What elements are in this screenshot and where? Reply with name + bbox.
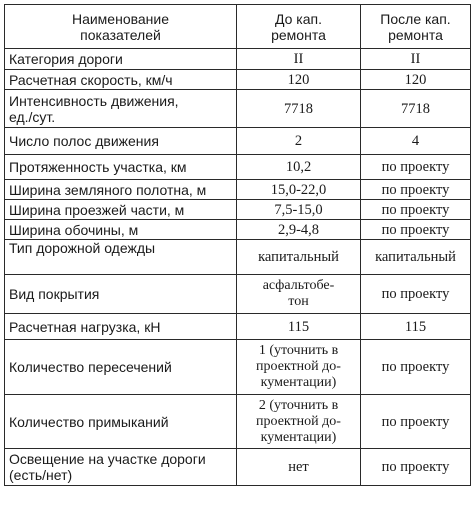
traffic-intensity-name-text: ед./сут. [9, 108, 56, 125]
pavement-type-after-value-cell [361, 240, 471, 275]
traffic-intensity-name-cell [5, 90, 237, 128]
carriageway-width-after-value-text: по проекту [381, 201, 450, 218]
surface-type-name-text: Вид покрытия [9, 286, 100, 302]
header-before-repair-line1: До кап. [274, 10, 322, 27]
design-speed-before-value-cell [237, 70, 361, 90]
intersections-count-name-text: Количество пересечений [9, 359, 172, 375]
subgrade-width-name-cell [5, 180, 237, 200]
intersections-count-after-value-cell [361, 340, 471, 395]
road-category-after-value-cell [361, 49, 471, 70]
lane-count-after-value-text: 4 [411, 133, 420, 149]
table-row-lane-count [5, 128, 471, 155]
junctions-count-before-value-text: кументации) [260, 429, 337, 445]
road-lighting-before-value-text: нет [288, 459, 309, 475]
table-header [5, 5, 471, 49]
road-lighting-name-text: Освещение на участке дороги [9, 451, 206, 467]
junctions-count-name-text: Количество примыканий [9, 413, 169, 430]
shoulder-width-name-cell [5, 220, 237, 240]
design-speed-before-value-text: 120 [287, 71, 310, 88]
traffic-intensity-after-value-cell [361, 90, 471, 128]
table-row-intersections-count [5, 340, 471, 395]
table-row-surface-type [5, 275, 471, 314]
carriageway-width-name-cell [5, 200, 237, 220]
subgrade-width-after-value-text: по проекту [381, 181, 450, 198]
junctions-count-before-value-text: 2 (уточнить в [258, 397, 339, 413]
section-length-before-value-cell [237, 155, 361, 180]
road-category-after-value-text: II [410, 51, 421, 67]
shoulder-width-after-value-cell [361, 220, 471, 240]
section-length-name-text: Протяженность участка, км [9, 159, 187, 175]
header-indicator-name [5, 5, 237, 49]
surface-type-after-value-text: по проекту [381, 286, 450, 302]
intersections-count-before-value-text: проектной до- [256, 359, 341, 374]
design-load-after-value-cell [361, 314, 471, 340]
intersections-count-before-value-text: кументации) [260, 375, 337, 390]
table-body [5, 49, 471, 486]
table-row-section-length [5, 155, 471, 180]
intersections-count-before-value-cell [237, 340, 361, 395]
design-load-name-text: Расчетная нагрузка, кН [9, 318, 161, 335]
table-row-carriageway-width [5, 200, 471, 220]
section-length-after-value-cell [361, 155, 471, 180]
shoulder-width-before-value-cell [237, 220, 361, 240]
road-category-name-text: Категория дороги [9, 51, 123, 67]
intersections-count-name-cell [5, 340, 237, 395]
traffic-intensity-after-value-text: 7718 [401, 100, 430, 117]
carriageway-width-before-value-text: 7,5-15,0 [274, 201, 323, 218]
table-row-junctions-count [5, 395, 471, 449]
subgrade-width-before-value-text: 15,0-22,0 [270, 181, 327, 198]
traffic-intensity-before-value-cell [237, 90, 361, 128]
header-after-repair [361, 5, 471, 49]
design-speed-name-text: Расчетная скорость, км/ч [9, 71, 173, 88]
intersections-count-after-value-text: по проекту [381, 359, 450, 375]
design-speed-name-cell [5, 70, 237, 90]
table-row-road-lighting [5, 449, 471, 486]
road-category-before-value-cell [237, 49, 361, 70]
intersections-count-before-value-text: 1 (уточнить в [258, 343, 339, 358]
table-row-pavement-type [5, 240, 471, 275]
header-before-repair [237, 5, 361, 49]
road-category-before-value-text: II [293, 51, 304, 67]
design-load-name-cell [5, 314, 237, 340]
surface-type-name-cell [5, 275, 237, 314]
shoulder-width-name-text: Ширина обочины, м [9, 221, 139, 238]
table-row-shoulder-width [5, 220, 471, 240]
header-after-repair-line1: После кап. [380, 10, 451, 27]
subgrade-width-name-text: Ширина земляного полотна, м [9, 181, 207, 198]
junctions-count-after-value-cell [361, 395, 471, 449]
section-length-after-value-text: по проекту [381, 159, 450, 175]
header-indicator-name-line2: показателей [80, 26, 161, 43]
shoulder-width-after-value-text: по проекту [381, 221, 450, 238]
lane-count-name-text: Число полос движения [9, 133, 159, 149]
road-lighting-name-cell [5, 449, 237, 486]
subgrade-width-after-value-cell [361, 180, 471, 200]
pavement-type-name-text: Тип дорожной одежды [9, 240, 156, 256]
table-row-traffic-intensity [5, 90, 471, 128]
carriageway-width-name-text: Ширина проезжей части, м [9, 201, 185, 218]
road-lighting-name-text: (есть/нет) [9, 467, 73, 483]
surface-type-before-value-cell [237, 275, 361, 314]
shoulder-width-before-value-text: 2,9-4,8 [277, 221, 320, 238]
surface-type-before-value-text: асфальтобе- [262, 278, 335, 293]
carriageway-width-before-value-cell [237, 200, 361, 220]
surface-type-after-value-cell [361, 275, 471, 314]
subgrade-width-before-value-cell [237, 180, 361, 200]
pavement-type-name-cell [5, 240, 237, 275]
table-row-design-speed [5, 70, 471, 90]
design-speed-after-value-text: 120 [404, 71, 427, 88]
lane-count-before-value-cell [237, 128, 361, 155]
table-row-road-category [5, 49, 471, 70]
junctions-count-after-value-text: по проекту [381, 413, 450, 430]
design-load-before-value-text: 115 [287, 318, 310, 335]
table-row-design-load [5, 314, 471, 340]
design-load-before-value-cell [237, 314, 361, 340]
header-before-repair-line2: ремонта [271, 26, 326, 43]
header-after-repair-line2: ремонта [388, 26, 443, 43]
road-lighting-before-value-cell [237, 449, 361, 486]
carriageway-width-after-value-cell [361, 200, 471, 220]
junctions-count-before-value-cell [237, 395, 361, 449]
table-row-subgrade-width [5, 180, 471, 200]
junctions-count-before-value-text: проектной до- [256, 413, 341, 429]
junctions-count-name-cell [5, 395, 237, 449]
road-lighting-after-value-text: по проекту [381, 459, 450, 475]
pavement-type-before-value-cell [237, 240, 361, 275]
document-page [4, 4, 470, 508]
traffic-intensity-name-text: Интенсивность движения, [9, 92, 179, 109]
road-specs-table [4, 4, 471, 486]
lane-count-after-value-cell [361, 128, 471, 155]
road-category-name-cell [5, 49, 237, 70]
section-length-name-cell [5, 155, 237, 180]
header-indicator-name-line1: Наименование [71, 10, 170, 27]
traffic-intensity-before-value-text: 7718 [284, 100, 313, 117]
header-row [5, 5, 471, 49]
pavement-type-after-value-text: капитальный [375, 249, 456, 265]
surface-type-before-value-text: тон [288, 294, 309, 309]
section-length-before-value-text: 10,2 [285, 159, 312, 175]
design-speed-after-value-cell [361, 70, 471, 90]
lane-count-before-value-text: 2 [294, 133, 303, 149]
design-load-after-value-text: 115 [404, 318, 427, 335]
pavement-type-before-value-text: капитальный [258, 249, 339, 265]
lane-count-name-cell [5, 128, 237, 155]
road-lighting-after-value-cell [361, 449, 471, 486]
